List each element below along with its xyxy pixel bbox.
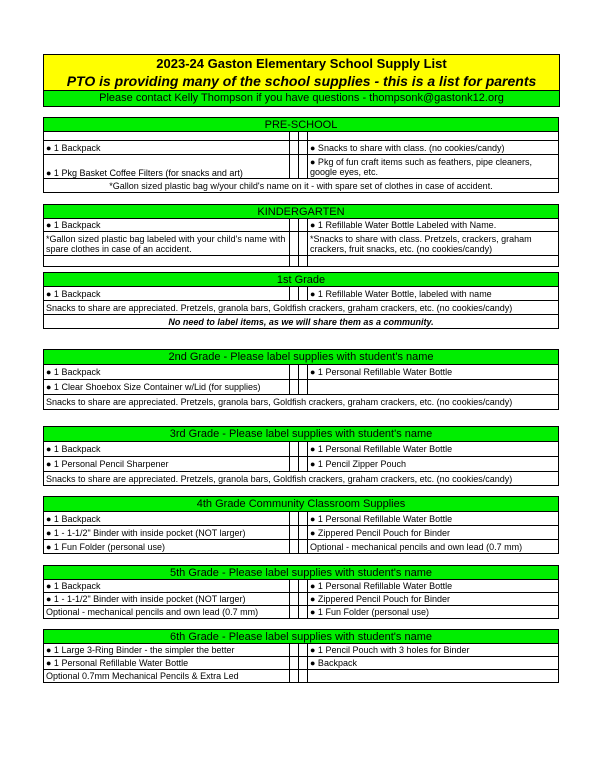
list-item: ● 1 Backpack (44, 442, 290, 457)
list-item: ● 1 Backpack (44, 580, 290, 593)
list-item: ● 1 Pkg Basket Coffee Filters (for snacks and art) (44, 155, 290, 179)
grade3-heading: 3rd Grade - Please label supplies with student's name (44, 427, 559, 442)
list-item: ● 1 Large 3-Ring Binder - the simpler the better (44, 644, 290, 657)
list-item: ● 1 Backpack (44, 365, 290, 380)
list-item: ● 1 Backpack (44, 219, 290, 232)
list-item: ● 1 Pencil Zipper Pouch (308, 457, 559, 472)
list-item: Optional - mechanical pencils and own lead (0.7 mm) (308, 540, 559, 554)
list-item: ● Zippered Pencil Pouch for Binder (308, 526, 559, 540)
grade2-section (43, 349, 559, 410)
list-item: ● 1 Refillable Water Bottle, labeled with name (308, 287, 559, 301)
page-subtitle: PTO is providing many of the school supplies - this is a list for parents (44, 72, 559, 90)
grade1-section (43, 272, 559, 329)
grade4-heading: 4th Grade Community Classroom Supplies (44, 497, 559, 512)
list-item: *Gallon sized plastic bag labeled with your child's name with spare clothes in case of an accident. (44, 232, 290, 256)
grade4-section (43, 496, 559, 554)
list-item: ● 1 Personal Refillable Water Bottle (308, 580, 559, 593)
preschool-heading: PRE-SCHOOL (44, 118, 559, 132)
grade5-heading: 5th Grade - Please label supplies with student's name (44, 566, 559, 580)
list-item: ● 1 Clear Shoebox Size Container w/Lid (for supplies) (44, 380, 290, 395)
page-header (43, 54, 560, 107)
list-item: ● Pkg of fun craft items such as feathers, pipe cleaners, google eyes, etc. (308, 155, 559, 179)
list-item: ● 1 - 1-1/2" Binder with inside pocket (NOT larger) (44, 593, 290, 606)
grade3-section (43, 426, 559, 486)
grade6-section (43, 629, 559, 683)
list-item: ● 1 Backpack (44, 141, 290, 155)
preschool-section (43, 117, 559, 193)
kindergarten-section (43, 204, 559, 267)
grade1-note: No need to label items, as we will share them as a community. (44, 315, 559, 329)
grade6-heading: 6th Grade - Please label supplies with student's name (44, 630, 559, 644)
grade2-heading: 2nd Grade - Please label supplies with student's name (44, 350, 559, 365)
preschool-note: *Gallon sized plastic bag w/your child's name on it - with spare set of clothes in case of accident. (44, 179, 559, 193)
list-item: ● 1 Fun Folder (personal use) (44, 540, 290, 554)
list-item: ● 1 - 1-1/2" Binder with inside pocket (NOT larger) (44, 526, 290, 540)
list-item: *Snacks to share with class. Pretzels, crackers, graham crackers, fruit snacks, etc. (no cookies/candy) (308, 232, 559, 256)
list-item: ● Snacks to share with class. (no cookies/candy) (308, 141, 559, 155)
kindergarten-heading: KINDERGARTEN (44, 205, 559, 219)
list-item: ● 1 Refillable Water Bottle Labeled with Name. (308, 219, 559, 232)
list-item: Optional 0.7mm Mechanical Pencils & Extra Led (44, 670, 290, 683)
list-item: ● 1 Backpack (44, 287, 290, 301)
list-item: ● 1 Pencil Pouch with 3 holes for Binder (308, 644, 559, 657)
list-item: ● Zippered Pencil Pouch for Binder (308, 593, 559, 606)
grade1-snacks: Snacks to share are appreciated. Pretzels, granola bars, Goldfish crackers, graham crackers, etc. (no cookies/candy) (44, 301, 559, 315)
grade5-section (43, 565, 559, 619)
grade1-heading: 1st Grade (44, 273, 559, 287)
list-item: ● Backpack (308, 657, 559, 670)
grade3-snacks: Snacks to share are appreciated. Pretzels, granola bars, Goldfish crackers, graham crackers, etc. (no cookies/candy) (44, 472, 559, 486)
page-title: 2023-24 Gaston Elementary School Supply List (44, 55, 559, 72)
list-item: ● 1 Personal Refillable Water Bottle (308, 442, 559, 457)
contact-line: Please contact Kelly Thompson if you have questions - thompsonk@gastonk12.org (44, 90, 559, 106)
list-item: ● 1 Backpack (44, 512, 290, 526)
list-item: ● 1 Personal Refillable Water Bottle (308, 512, 559, 526)
grade2-snacks: Snacks to share are appreciated. Pretzels, granola bars, Goldfish crackers, graham crackers, etc. (no cookies/candy) (44, 395, 559, 410)
list-item: ● 1 Personal Refillable Water Bottle (308, 365, 559, 380)
list-item: ● 1 Fun Folder (personal use) (308, 606, 559, 619)
list-item: ● 1 Personal Pencil Sharpener (44, 457, 290, 472)
list-item: Optional - mechanical pencils and own lead (0.7 mm) (44, 606, 290, 619)
list-item: ● 1 Personal Refillable Water Bottle (44, 657, 290, 670)
